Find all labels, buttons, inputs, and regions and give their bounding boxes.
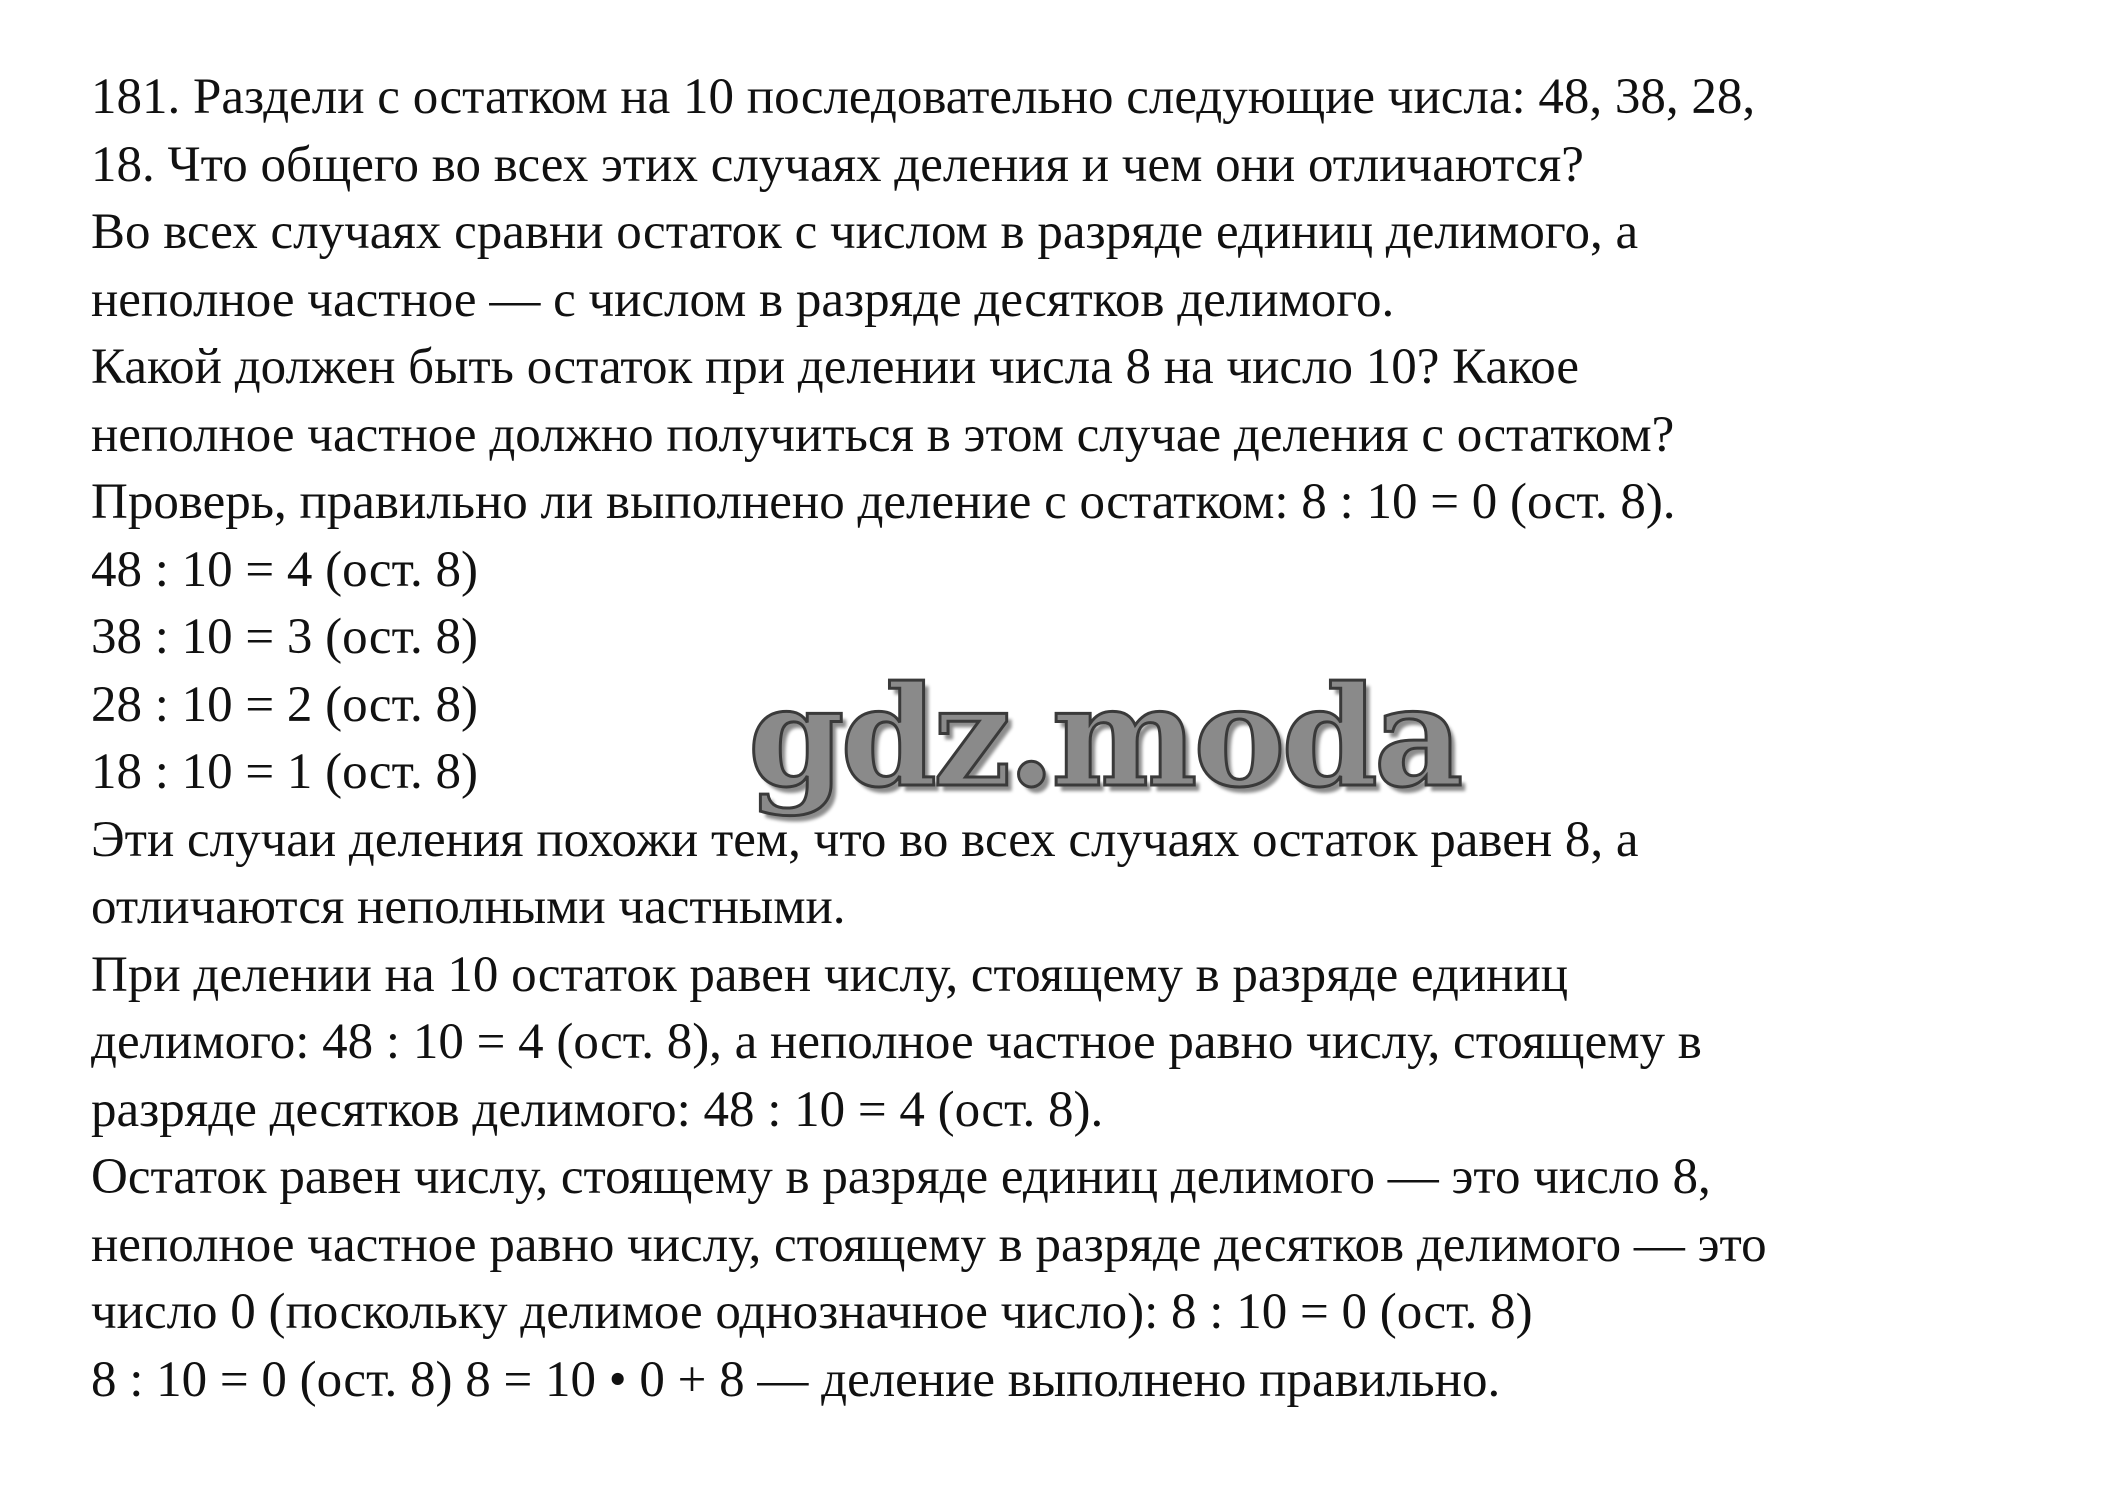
text-line: Какой должен быть остаток при делении числа 8 на число 10? Какое: [91, 339, 1580, 395]
text-line: 18. Что общего во всех этих случаях деления и чем они отличаются?: [91, 136, 1584, 193]
text-line: Эти случаи деления похожи тем, что во всех случаях остаток равен 8, а: [91, 811, 1639, 868]
equation-line: 28 : 10 = 2 (ост. 8): [91, 676, 479, 733]
text-line: Проверь, правильно ли выполнено деление с остатком: 8 : 10 = 0 (ост. 8).: [91, 474, 1676, 530]
text-line: разряде десятков делимого: 48 : 10 = 4 (ост. 8).: [91, 1081, 1104, 1138]
equation-line: 18 : 10 = 1 (ост. 8): [91, 744, 479, 800]
text-line: делимого: 48 : 10 = 4 (ост. 8), а неполное частное равно числу, стоящему в: [91, 1014, 1702, 1070]
text-line: неполное частное — с числом в разряде десятков делимого.: [91, 271, 1395, 328]
text-line: Остаток равен числу, стоящему в разряде единиц делимого — это число 8,: [91, 1149, 1711, 1205]
text-line: неполное частное должно получиться в этом случае деления с остатком?: [91, 406, 1675, 463]
text-line: отличаются неполными частными.: [91, 879, 846, 935]
equation-line: 38 : 10 = 3 (ост. 8): [91, 609, 479, 665]
text-line: При делении на 10 остаток равен числу, стоящему в разряде единиц: [91, 946, 1569, 1003]
text-line: неполное частное равно числу, стоящему в разряде десятков делимого — это: [91, 1216, 1767, 1273]
watermark-logo: gdz.moda: [748, 655, 1460, 818]
equation-line: 48 : 10 = 4 (ост. 8): [91, 541, 479, 598]
text-line: число 0 (поскольку делимое однозначное число): 8 : 10 = 0 (ост. 8): [91, 1284, 1533, 1340]
text-line: 8 : 10 = 0 (ост. 8) 8 = 10 • 0 + 8 — деление выполнено правильно.: [91, 1351, 1501, 1408]
text-line: Во всех случаях сравни остаток с числом в разряде единиц делимого, а: [91, 204, 1639, 260]
text-line: 181. Раздели с остатком на 10 последовательно следующие числа: 48, 38, 28,: [91, 69, 1756, 125]
